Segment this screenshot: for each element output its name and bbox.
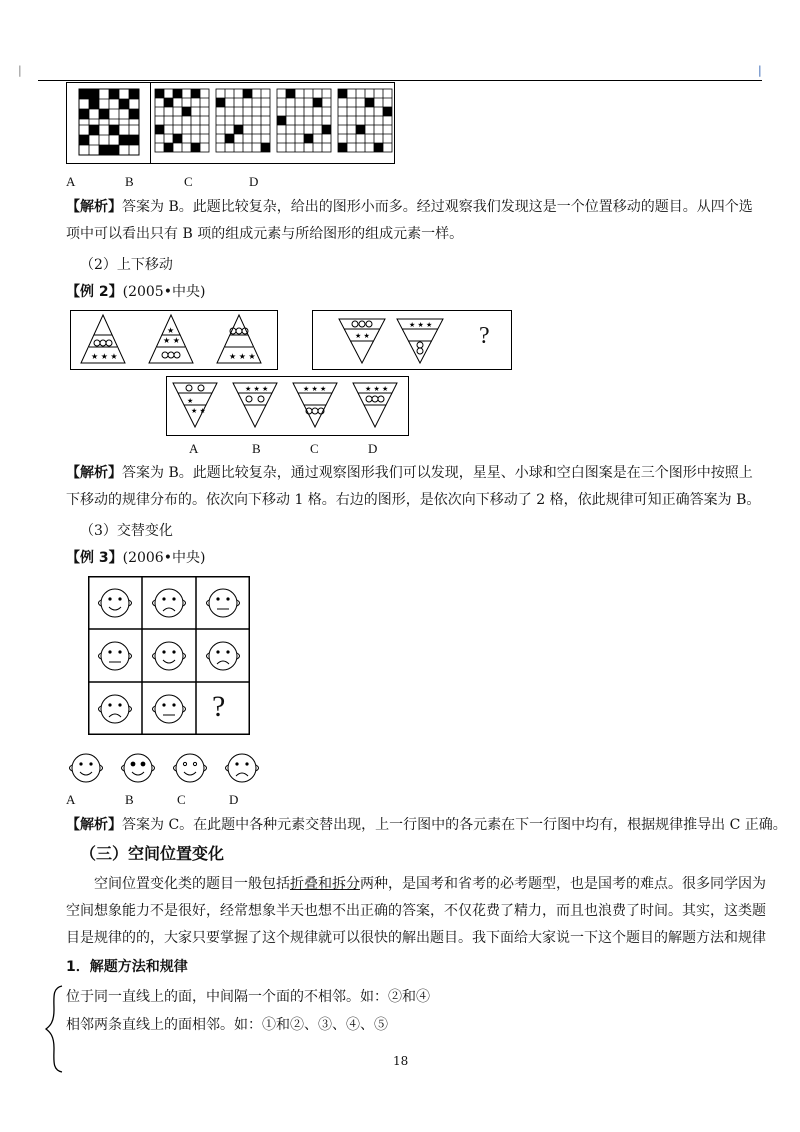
ex3-face-grid xyxy=(88,576,250,735)
intro-post: 两种，是国考和省考的必考题型，也是国考的难点。很多同学因为空间想象能力不是很好，经常想象半天也想不出正确的答案，不仅花费了精力，而且也浪费了时间。其实，这类题目是规律的的，大家只要掌握了这个规律就可以很快的解出题目。我下面给大家说一下这个题目的解题方法和规律 xyxy=(66,876,766,946)
ex1-pattern-options xyxy=(151,83,393,162)
face-grid-svg xyxy=(88,576,250,735)
ex2-target-box xyxy=(312,310,512,370)
section-title-spatial: （三）空间位置变化 xyxy=(80,844,225,863)
ex2-option-b: B xyxy=(252,441,261,456)
svg-text:★: ★ xyxy=(167,326,175,335)
ex1-option-a: A xyxy=(66,174,76,189)
ex2-option-c: C xyxy=(310,441,319,456)
analysis-text: 答案为 B。此题比较复杂，给出的图形小而多。经过观察我们发现这是一个位置移动的题目。从四个选项中可以看出只有 B 项的组成元素与所给图形的组成元素一样。 xyxy=(66,199,753,242)
ex2-given-box xyxy=(70,310,278,370)
svg-text:★ ★: ★ ★ xyxy=(191,407,206,415)
question-mark: ? xyxy=(479,323,490,349)
analysis-tag: 【解析】 xyxy=(66,465,122,481)
analysis-text: 答案为 C。在此题中各种元素交替出现，上一行图中的各元素在下一行图中均有，根据规律推导出 C 正确。 xyxy=(122,817,787,833)
subsection-title-method: 1．解题方法和规律 xyxy=(66,959,188,975)
ex2-option-triangles xyxy=(167,377,407,434)
svg-text:★ ★ ★: ★ ★ ★ xyxy=(245,385,269,393)
example-tag: 【例 2】 xyxy=(66,284,123,300)
ex2-analysis xyxy=(66,460,766,514)
rule-item-2: 相邻两条直线上的面相邻。如：①和②、③、④、⑤ xyxy=(66,1017,388,1033)
svg-text:★ ★: ★ ★ xyxy=(163,336,180,345)
ex2-triangles-up xyxy=(71,311,276,368)
ex3-analysis xyxy=(66,812,786,839)
ex3-option-faces xyxy=(64,750,284,786)
svg-text:★ ★ ★: ★ ★ ★ xyxy=(365,385,389,393)
ex2-options-box xyxy=(166,376,409,436)
ex1-pattern-given xyxy=(67,83,149,162)
header-left-mark: | xyxy=(18,64,22,77)
ex2-heading xyxy=(66,283,205,301)
svg-text:★ ★ ★: ★ ★ ★ xyxy=(409,321,433,329)
ex2-option-a: A xyxy=(189,441,199,456)
ex1-option-b: B xyxy=(125,174,134,189)
ex3-option-b: B xyxy=(125,792,134,807)
rule-item-1: 位于同一直线上的面，中间隔一个面的不相邻。如：②和④ xyxy=(66,989,430,1005)
ex3-option-d: D xyxy=(229,792,239,807)
intro-pre: 空间位置变化类的题目一般包括 xyxy=(94,876,290,892)
analysis-text: 答案为 B。此题比较复杂，通过观察图形我们可以发现，星星、小球和空白图案是在三个图形中按照上下移动的规律分布的。依次向下移动 1 格。右边的图形，是依次向下移动了 2 格，依此规律可知正确答案为 B。 xyxy=(66,465,761,508)
intro-underlined: 折叠和拆分 xyxy=(290,876,360,892)
example-tag: 【例 3】 xyxy=(66,550,123,566)
ex1-figure-options xyxy=(150,82,395,164)
ex1-analysis xyxy=(66,194,766,248)
example-source: (2006•中央) xyxy=(122,550,206,566)
ex1-option-c: C xyxy=(184,174,193,189)
svg-text:★: ★ xyxy=(187,397,194,405)
left-brace xyxy=(44,984,66,1074)
example-source: (2005•中央) xyxy=(122,284,206,300)
svg-text:★ ★: ★ ★ xyxy=(355,332,370,340)
header-right-mark: | xyxy=(758,64,762,77)
svg-text:★ ★ ★: ★ ★ ★ xyxy=(229,352,256,361)
ex3-heading xyxy=(66,549,205,567)
svg-text:★ ★ ★: ★ ★ ★ xyxy=(303,385,327,393)
question-mark: ? xyxy=(212,690,226,723)
ex3-option-a: A xyxy=(66,792,76,807)
page-number: 18 xyxy=(393,1054,409,1068)
ex1-figure-left xyxy=(66,82,151,164)
analysis-tag: 【解析】 xyxy=(66,199,122,215)
ex3-option-c: C xyxy=(177,792,186,807)
svg-text:★ ★ ★: ★ ★ ★ xyxy=(91,352,118,361)
brace-svg xyxy=(44,984,66,1074)
option-faces-svg xyxy=(64,750,284,786)
section-title-up-down: （2）上下移动 xyxy=(80,257,173,273)
header-rule xyxy=(38,80,762,81)
section3-intro xyxy=(66,871,766,952)
ex1-option-d: D xyxy=(249,174,259,189)
ex2-option-d: D xyxy=(368,441,378,456)
section-title-alternate: （3）交替变化 xyxy=(80,523,173,539)
analysis-tag: 【解析】 xyxy=(66,817,122,833)
